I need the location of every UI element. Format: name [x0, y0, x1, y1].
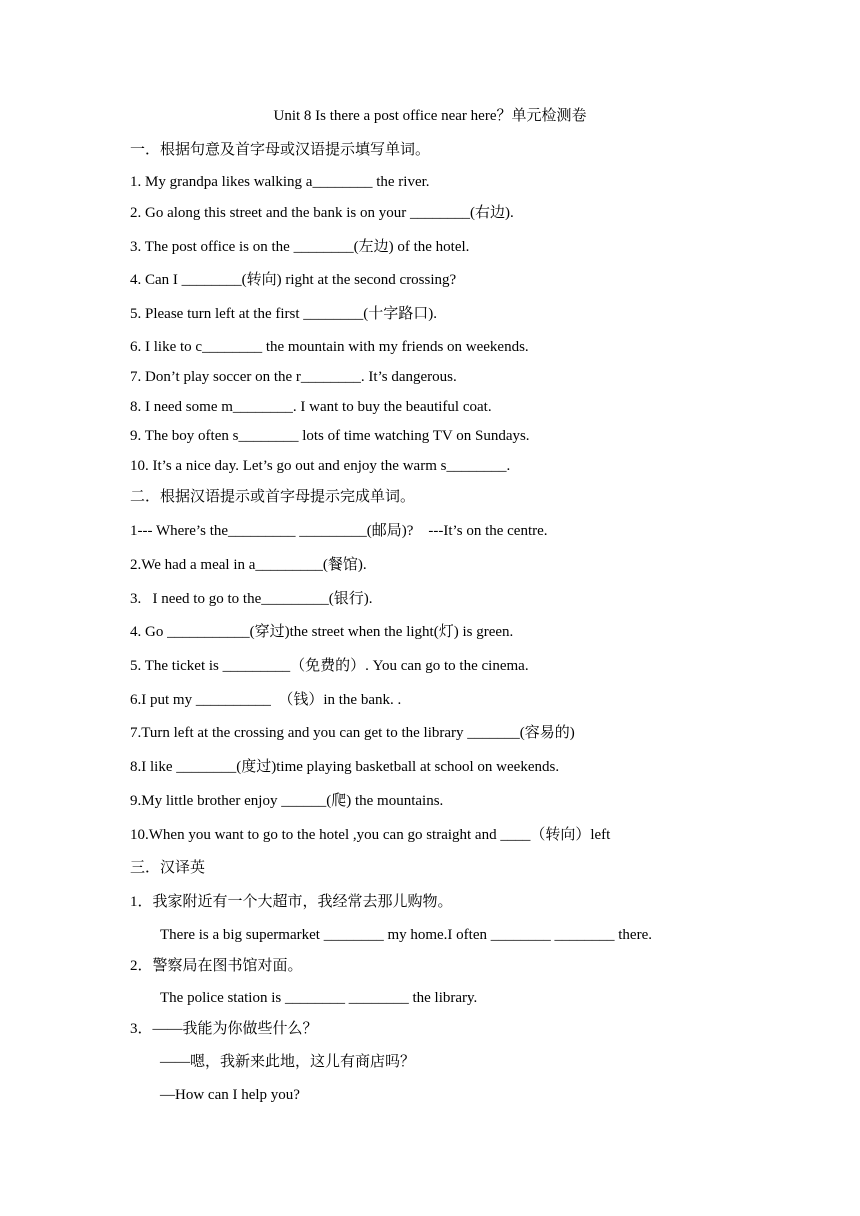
section-2-item: 6.I put my __________ （钱）in the bank. . — [130, 692, 402, 708]
section-1-item: 2. Go along this street and the bank is on your ________(右边). — [130, 205, 514, 221]
section-2-item: 10.When you want to go to the hotel ,you can go straight and ____（转向）left — [130, 827, 611, 843]
section-3-q1-english: There is a big supermarket ________ my home.I often ________ ________ there. — [160, 927, 652, 943]
section-3-q3-chinese-line-1: 3．——我能为你做些什么？ — [130, 1021, 318, 1037]
section-3-q2-chinese: 2．警察局在图书馆对面。 — [130, 958, 303, 974]
section-3-q3-english-line-1: —How can I help you? — [160, 1087, 300, 1103]
section-2-item: 7.Turn left at the crossing and you can get to the library _______(容易的) — [130, 725, 575, 741]
section-2-item: 9.My little brother enjoy ______(爬) the mountains. — [130, 793, 444, 809]
page-title: Unit 8 Is there a post office near here？单元检测卷 — [273, 108, 587, 124]
section-2-item: 1--- Where’s the_________ _________(邮局)? ---It’s on the centre. — [130, 523, 548, 539]
section-3-q3-chinese-line-2: ——嗯，我新来此地，这儿有商店吗？ — [160, 1054, 416, 1070]
section-1-item: 5. Please turn left at the first ________(十字路口). — [130, 306, 438, 322]
section-1-item: 6. I like to c________ the mountain with my friends on weekends. — [130, 339, 529, 355]
section-1-item: 1. My grandpa likes walking a________ the river. — [130, 174, 430, 190]
section-1-item: 9. The boy often s________ lots of time watching TV on Sundays. — [130, 428, 530, 444]
section-3-heading: 三．汉译英 — [130, 860, 206, 876]
section-1-item: 8. I need some m________. I want to buy the beautiful coat. — [130, 399, 492, 415]
section-2-item: 8.I like ________(度过)time playing basketball at school on weekends. — [130, 759, 560, 775]
section-1-item: 4. Can I ________(转向) right at the second crossing? — [130, 272, 457, 288]
section-2-item: 2.We had a meal in a_________(餐馆). — [130, 557, 367, 573]
section-2-item: 4. Go ___________(穿过)the street when the light(灯) is green. — [130, 624, 514, 640]
section-1-heading: 一．根据句意及首字母或汉语提示填写单词。 — [130, 142, 431, 158]
section-1-item: 3. The post office is on the ________(左边) of the hotel. — [130, 239, 470, 255]
section-2-heading: 二．根据汉语提示或首字母提示完成单词。 — [130, 489, 416, 505]
section-2-item: 3. I need to go to the_________(银行). — [130, 591, 373, 607]
section-1-item: 10. It’s a nice day. Let’s go out and enjoy the warm s________. — [130, 458, 511, 474]
section-3-q2-english: The police station is ________ ________ the library. — [160, 990, 478, 1006]
section-3-q1-chinese: 1．我家附近有一个大超市，我经常去那儿购物。 — [130, 894, 453, 910]
section-1-item: 7. Don’t play soccer on the r________. It’s dangerous. — [130, 369, 457, 385]
section-2-item: 5. The ticket is _________（免费的）. You can go to the cinema. — [130, 658, 529, 674]
